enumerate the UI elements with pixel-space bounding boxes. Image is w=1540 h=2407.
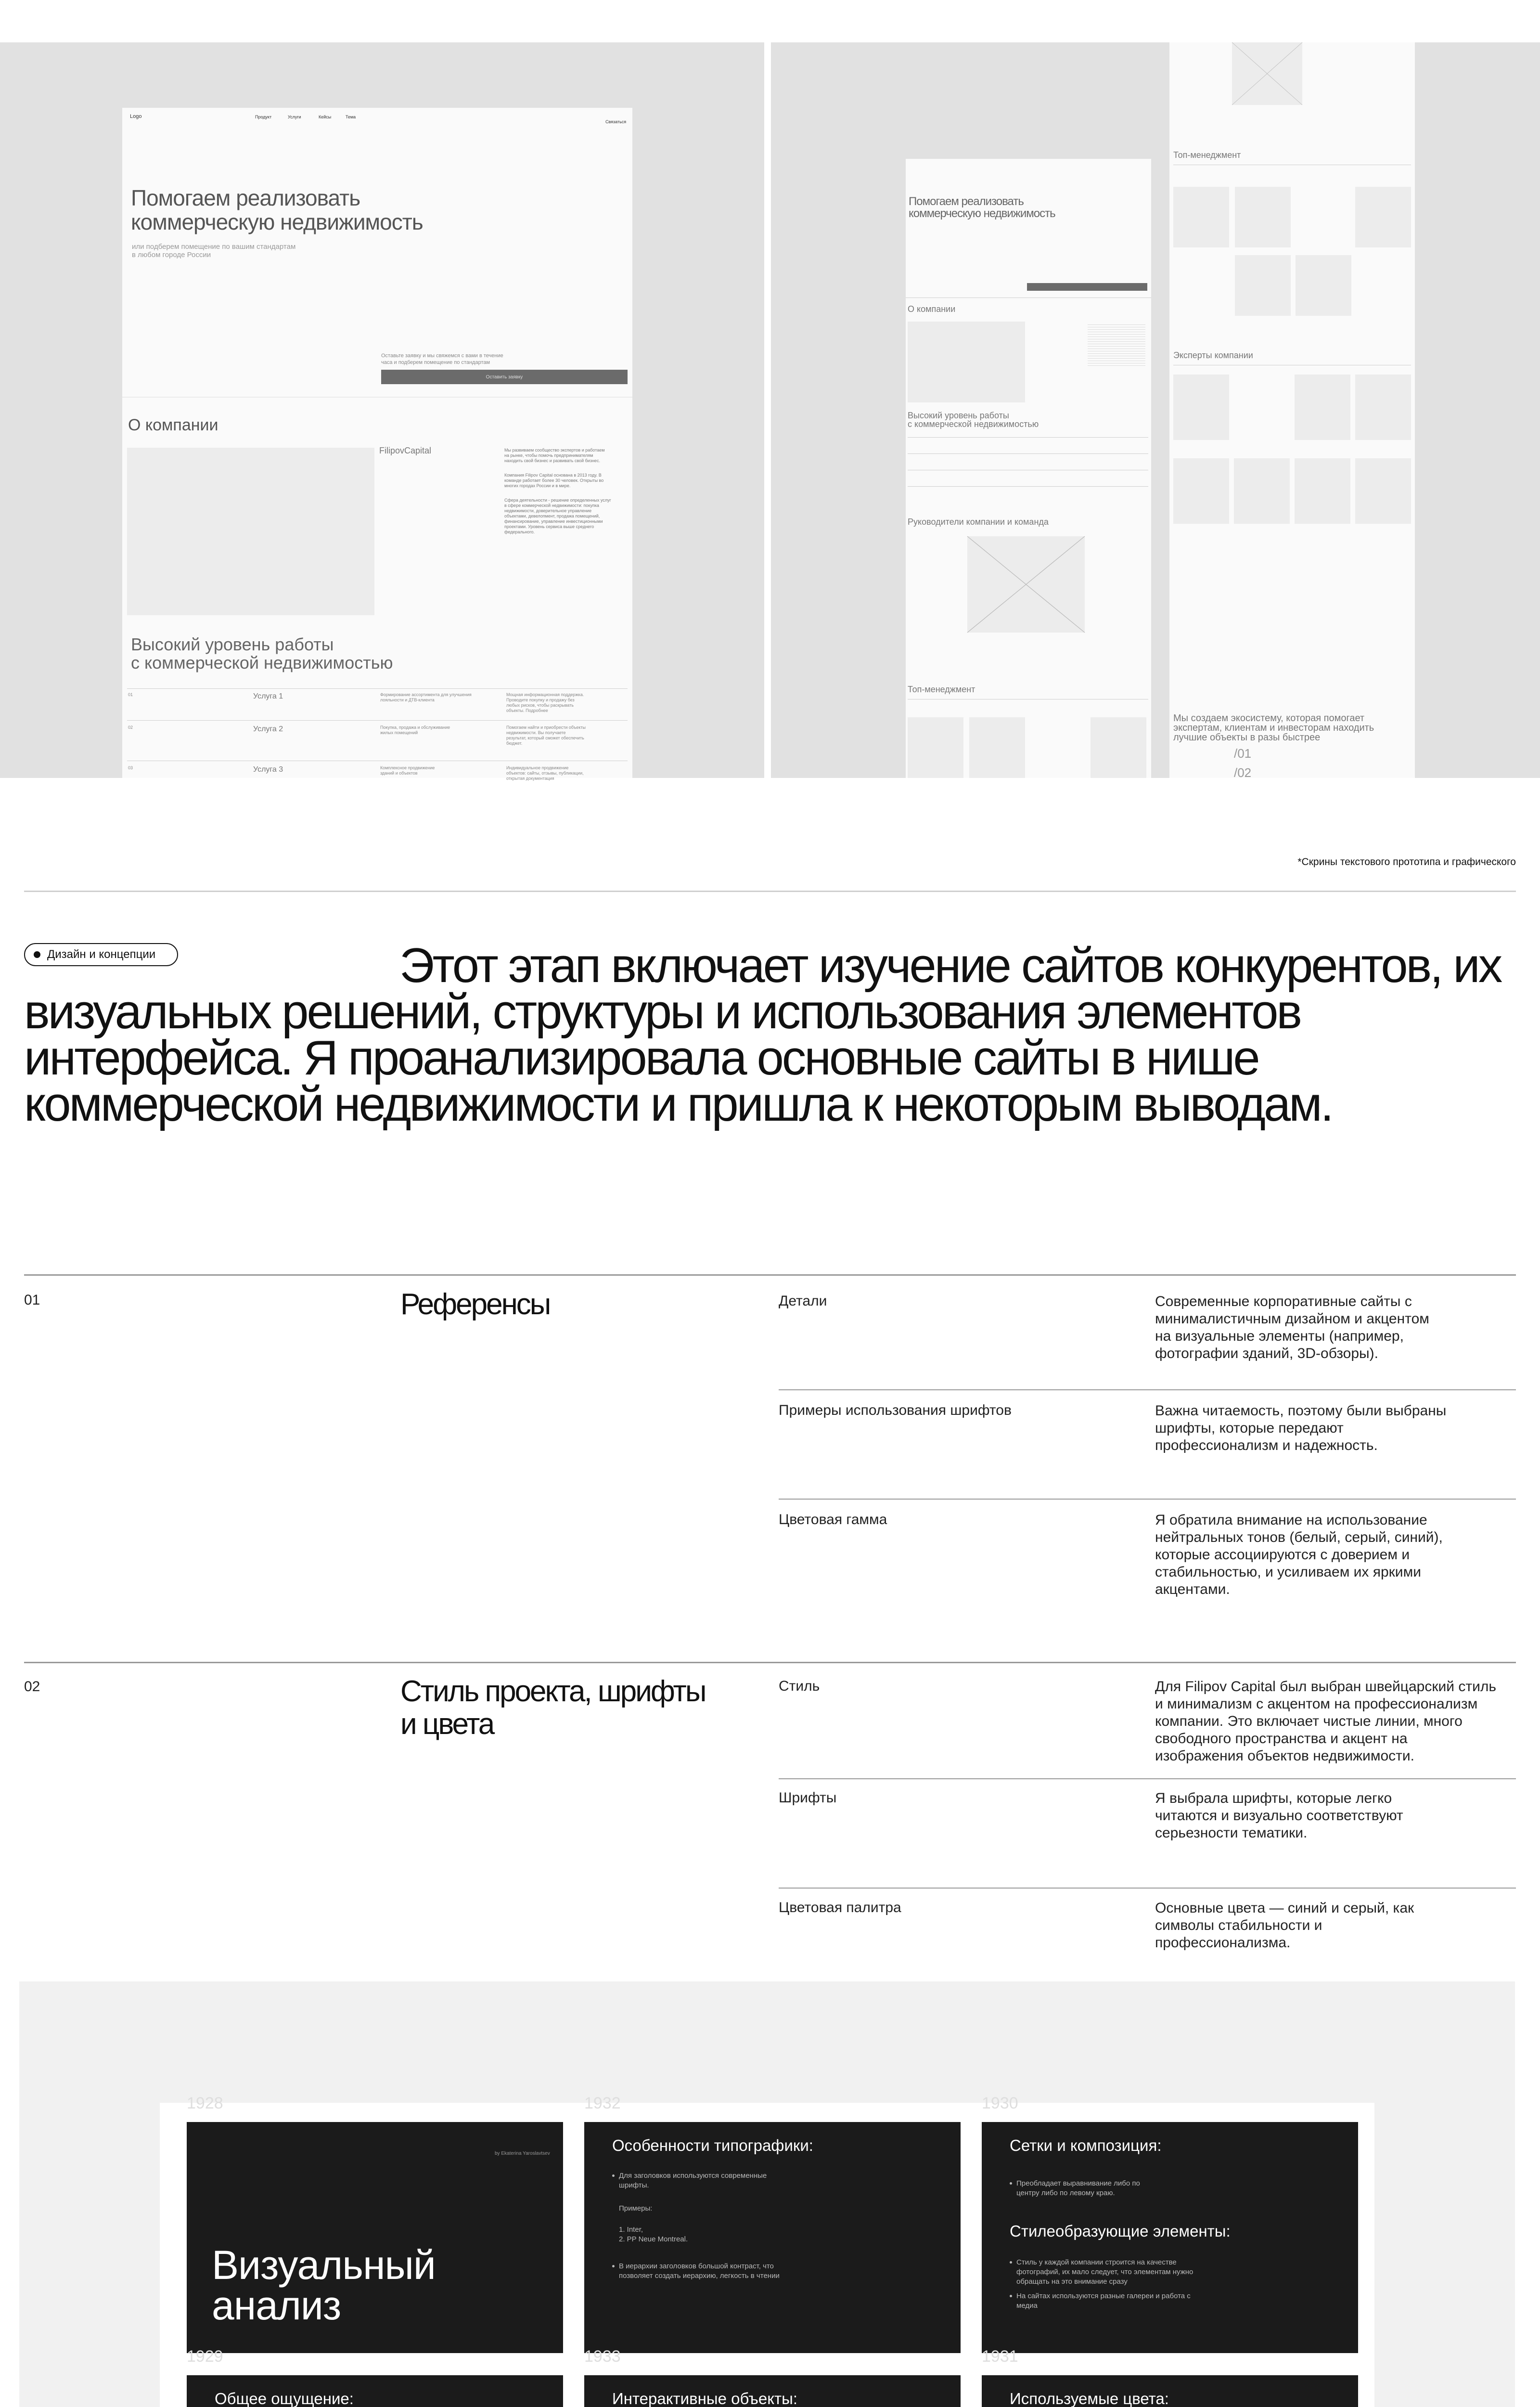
slide-year: 1932 (584, 2094, 621, 2112)
wf-nav-item[interactable]: Продукт (255, 115, 272, 119)
wf-c-expert-card (1355, 375, 1411, 440)
wf-b-leader-image (967, 536, 1085, 633)
row-description: Для Filipov Capital был выбран швейцарский стиль и минимализм с акцентом на профессионализм компании. Это включает чистые линии, много свободного пространства и акцент на изображения объектов недвижимости. (1155, 1679, 1496, 1764)
wf-hero-button[interactable]: Оставить заявку (381, 370, 628, 384)
row-label: Детали (779, 1293, 827, 1309)
wf-service-detail: Мощная информационная поддержка. Проводите покупку и продажу без любых рисков, чтобы раскрывать объекты. Подробнее (506, 692, 584, 713)
wf-service-num: 01 (128, 692, 133, 697)
wf-c-counter: /01 (1234, 746, 1252, 761)
slide-title: Особенности типографики: (612, 2136, 813, 2154)
wf-service-detail: Помогаем найти и приобрести объекты недвижимости. Вы получаете результат, который сможет обеспечить бюджет. (506, 725, 586, 746)
slide-small-caption: by Ekaterina Yaroslavtsev (495, 2151, 550, 2156)
wf-about-brand: FilipovCapital (379, 446, 432, 455)
intro-text: Этот этап включает изучение сайтов конкурентов, их визуальных решений, структуры и использования элементов интерфейса. Я проанализировала основные сайты в нише коммерческой недвижимости и пришла к некоторым выводам. (24, 939, 1501, 1131)
wf-b-card (908, 717, 963, 778)
wf-c-card (1296, 255, 1351, 316)
wf-c-card (1355, 187, 1411, 247)
wf-about-text-1: Мы развиваем сообщество экспертов и работаем на рынке, чтобы помочь предпринимателям находить свой бизнес и развивать свой бизнес. (504, 448, 605, 463)
row-divider (779, 1499, 1516, 1500)
wf-b-about-text (1088, 323, 1145, 366)
row-description: Важна читаемость, поэтому были выбраны шрифты, которые передают профессионализм и надежность. (1155, 1403, 1447, 1453)
wf-b-hero-title: Помогаем реализовать коммерческую недвижимость (909, 195, 1055, 220)
wf-service-num: 03 (128, 765, 133, 770)
wf-c-leader-image (1232, 42, 1302, 105)
wireframe-divider (764, 42, 771, 778)
wf-service-name: Услуга 1 (253, 692, 283, 700)
section-number: 02 (24, 1679, 40, 1695)
wf-c-experts-title: Эксперты компании (1173, 350, 1253, 360)
wf-about-image (127, 448, 374, 615)
caption-divider (24, 891, 1516, 892)
wf-hero-note: Оставьте заявку и мы свяжемся с вами в течение часа и подберем помещение по стандартам (381, 353, 503, 365)
wf-b-about-title: О компании (908, 304, 956, 314)
wf-about-text-3: Сфера деятельности - решение определенных услуг в сфере коммерческой недвижимости: покупка недвижимости, доверительное управление объектами, девелопмент, продажа помещений, финансирование, управление инвестиционными проектами. Уровень сервиса выше среднего федерального. (504, 498, 611, 534)
bullet-dot-icon (1010, 2182, 1012, 2185)
wf-service-num: 02 (128, 725, 133, 730)
row-description: Современные корпоративные сайты с минималистичным дизайном и акцентом на визуальные элементы (например, фотографии зданий, 3D-обзоры). (1155, 1294, 1429, 1361)
wf-c-top-title: Топ-менеджмент (1173, 150, 1241, 160)
row-label: Примеры использования шрифтов (779, 1402, 1012, 1418)
wf-c-card (1235, 187, 1291, 247)
wf-service-desc: Формирование ассортимента для улучшения лояльности и ДТВ-клиента (380, 692, 472, 702)
wf-service-name: Услуга 2 (253, 725, 283, 733)
tag-label: Дизайн и концепции (47, 948, 156, 961)
slide-bullet: В иерархии заголовков большой контраст, что позволяет создать иерархию, легкость в чтении (619, 2262, 780, 2281)
wf-service-desc: Покупка, продажа и обслуживание жилых помещений (380, 725, 450, 735)
slide-bullet: Для заголовков используются современные шрифты. (619, 2171, 767, 2190)
row-divider (779, 1778, 1516, 1779)
slide-bullet: Стиль у каждой компании строится на качестве фотографий, их мало следует, что элементам нужно обращать на это внимание сразу (1016, 2258, 1193, 2287)
section-title: Референсы (400, 1288, 550, 1321)
row-label: Шрифты (779, 1790, 837, 1806)
wf-b-leaders-title: Руководители компании и команда (908, 517, 1049, 527)
slide-bullet: Примеры: (619, 2204, 653, 2213)
wf-about-title: О компании (128, 416, 218, 434)
slide-subtitle: Стилеобразующие элементы: (1010, 2222, 1231, 2240)
slide-overall (187, 2375, 563, 2407)
section-divider (24, 1662, 1516, 1663)
row-divider (779, 1888, 1516, 1889)
wf-c-expert-card (1295, 375, 1350, 440)
slide-year: 1928 (187, 2094, 223, 2112)
section-title: Стиль проекта, шрифты и цвета (400, 1675, 706, 1741)
wf-hero-subtitle: или подберем помещение по вашим стандартам в любом городе России (132, 243, 296, 259)
wf-hero-bg (122, 397, 632, 398)
wf-service-name: Услуга 3 (253, 765, 283, 774)
slide-year: 1931 (982, 2347, 1018, 2366)
wf-logo: Logo (130, 114, 142, 119)
section-number: 01 (24, 1292, 40, 1308)
row-label: Стиль (779, 1678, 820, 1694)
section-divider (24, 1274, 1516, 1276)
wf-divider (127, 688, 628, 689)
wf-divider (127, 720, 628, 721)
row-label: Цветовая гамма (779, 1512, 887, 1527)
slide-year: 1933 (584, 2347, 621, 2366)
slide-bullet: Преобладает выравнивание либо по центру либо по левому краю. (1016, 2179, 1140, 2198)
wireframe-desktop-c (1169, 42, 1415, 778)
wf-b-card (969, 717, 1025, 778)
wf-hero-title: Помогаем реализовать коммерческую недвижимость (131, 185, 423, 234)
wf-b-card (1091, 717, 1146, 778)
slide-visual-analysis (187, 2122, 563, 2353)
slide-interactive (584, 2375, 961, 2407)
bullet-dot-icon (1010, 2295, 1012, 2297)
screens-caption: *Скрины текстового прототипа и графического (1297, 856, 1516, 867)
wf-about-text-2: Компания Filipov Capital основана в 2013 году. В команде работает более 30 человек. Открыты во многих городах России и в мире. (504, 473, 604, 488)
wf-nav-item[interactable]: Тема (346, 115, 356, 119)
row-divider (779, 1389, 1516, 1390)
wf-c-ecosystem-text: Мы создаем экосистему, которая помогает экспертам, клиентам и инвесторам находить лучшие объекты в разы быстрее (1173, 713, 1374, 743)
wf-c-expert-card (1234, 458, 1290, 524)
slide-typography (584, 2122, 961, 2353)
wf-divider (908, 437, 1148, 438)
bullet-dot-icon (1010, 2261, 1012, 2264)
slide-title: Сетки и композиция: (1010, 2136, 1162, 2154)
row-label: Цветовая палитра (779, 1900, 901, 1915)
wf-c-card (1235, 255, 1291, 316)
slide-bullet: На сайтах используются разные галереи и работа с медиа (1016, 2291, 1191, 2311)
wf-contact-link[interactable]: Связаться (605, 119, 627, 124)
wf-c-counter: /02 (1234, 765, 1252, 780)
wf-c-expert-card (1355, 458, 1411, 524)
wf-c-expert-card (1295, 458, 1350, 524)
wf-c-card (1173, 187, 1229, 247)
wf-service-desc: Комплексное продвижение зданий и объектов (380, 765, 435, 776)
wf-b-high-title: Высокий уровень работы с коммерческой недвижимостью (908, 411, 1039, 429)
slide-colors (982, 2375, 1358, 2407)
wf-nav-item[interactable]: Услуги (288, 115, 301, 119)
wf-b-hero-button[interactable] (1027, 283, 1147, 291)
wf-nav-item[interactable]: Кейсы (319, 115, 332, 119)
slide-title: Визуальный анализ (212, 2242, 436, 2328)
wf-c-expert-card (1173, 458, 1229, 524)
bullet-dot-icon (612, 2265, 615, 2267)
slide-title: Интерактивные объекты: (612, 2390, 798, 2407)
slide-title: Общее ощущение: (215, 2390, 354, 2407)
wf-high-title: Высокий уровень работы с коммерческой недвижимостью (131, 634, 393, 673)
wf-c-expert-card (1173, 375, 1229, 440)
wf-divider (908, 453, 1148, 454)
slide-bullet: 1. Inter, 2. PP Neue Montreal. (619, 2226, 688, 2243)
slide-year: 1930 (982, 2094, 1018, 2112)
wireframe-desktop-b (906, 159, 1151, 778)
slide-title: Используемые цвета: (1010, 2390, 1169, 2407)
row-description: Основные цвета — синий и серый, как символы стабильности и профессионализма. (1155, 1900, 1414, 1951)
wf-service-detail: Индивидуальное продвижение объектов: сайты, отзывы, публикации, открытая документация (506, 765, 584, 781)
slide-grids (982, 2122, 1358, 2353)
slide-year: 1929 (187, 2347, 223, 2366)
wf-b-top-title: Топ-менеджмент (908, 685, 975, 694)
row-description: Я обратила внимание на использование нейтральных тонов (белый, серый, синий), которые ассоциируются с доверием и стабильностью, и усиливаем их яркими акцентами. (1155, 1512, 1443, 1597)
wireframe-desktop-a (122, 108, 632, 781)
wf-b-about-image (908, 322, 1025, 402)
bullet-dot-icon (612, 2174, 615, 2177)
wf-divider (908, 486, 1148, 487)
row-description: Я выбрала шрифты, которые легко читаются и визуально соответствуют серьезности тематики. (1155, 1790, 1403, 1841)
